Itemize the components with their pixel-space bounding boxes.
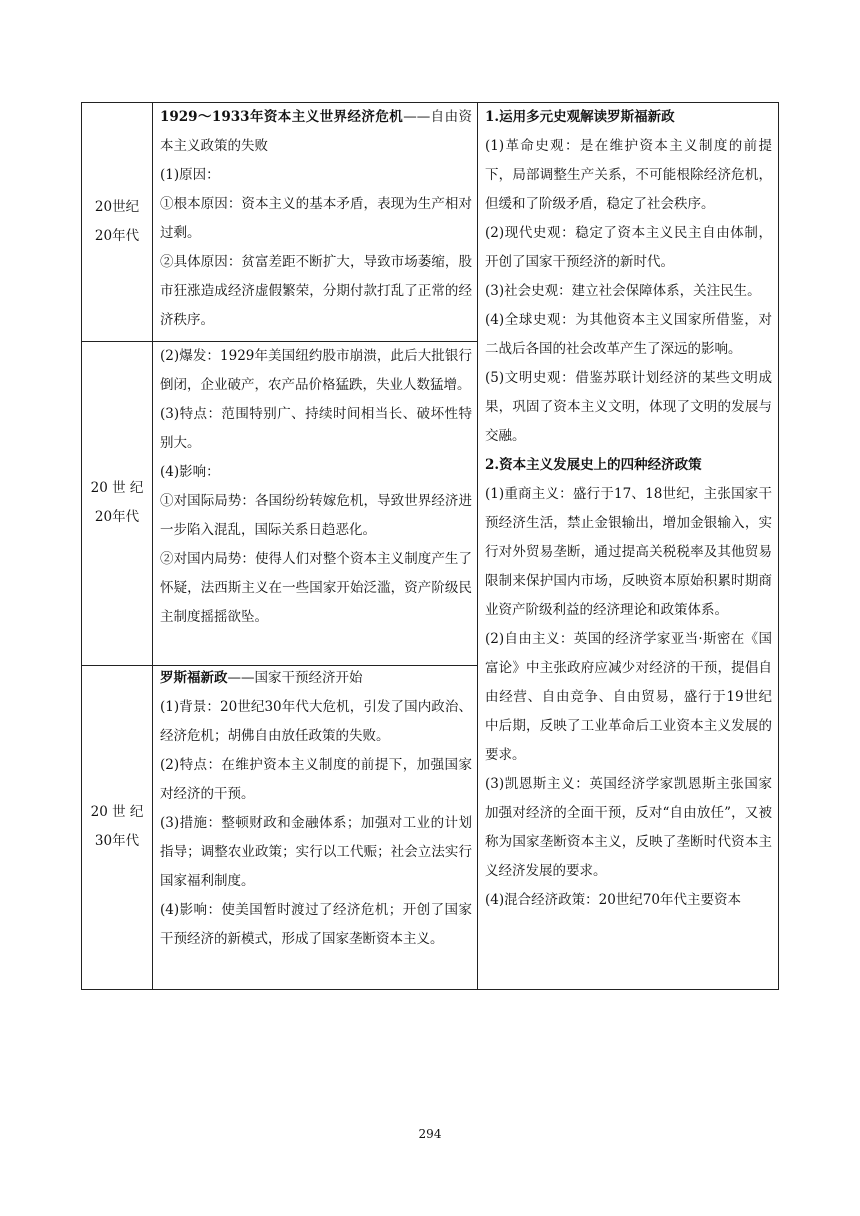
paragraph: (3)凯恩斯主义：英国经济学家凯恩斯主张国家加强对经济的全面干预，反对“自由放任”，又被称为国家垄断资本主义，反映了垄断时代资本主义经济发展的要求。	[485, 776, 772, 879]
paragraph: (1)背景：20世纪30年代大危机，引发了国内政治、经济危机；胡佛自由放任政策的失败。	[160, 699, 472, 744]
paragraph: (1)革命史观：是在维护资本主义制度的前提下，局部调整生产关系，不可能根除经济危机，但缓和了阶级矛盾，稳定了社会秩序。	[485, 138, 772, 212]
paragraph: (4)影响：	[160, 464, 220, 480]
section-heading: 罗斯福新政——国家干预经济开始	[160, 670, 363, 686]
content-cell-1	[160, 103, 472, 335]
paragraph: ①对国际局势：各国纷纷转嫁危机，导致世界经济进一步陷入混乱，国际关系日趋恶化。	[160, 493, 472, 538]
paragraph: (2)爆发：1929年美国纽约股市崩溃，此后大批银行倒闭，企业破产，农产品价格猛跌，失业人数猛增。	[160, 348, 472, 393]
era-line: 30年代	[94, 833, 140, 849]
right-column-cell	[485, 103, 772, 915]
paragraph: (1)原因：	[160, 167, 220, 183]
paragraph: (4)混合经济政策：20世纪70年代主要资本	[485, 892, 741, 908]
section-heading: 1.运用多元史观解读罗斯福新政	[485, 109, 675, 125]
era-cell-2	[82, 341, 152, 665]
paragraph: (2)现代史观：稳定了资本主义民主自由体制，开创了国家干预经济的新时代。	[485, 225, 772, 270]
section-heading: 1929～1933年资本主义世界经济危机——自由资本主义政策的失败	[160, 109, 472, 154]
paragraph: (3)措施：整顿财政和金融体系；加强对工业的计划指导；调整农业政策；实行以工代赈；社会立法实行国家福利制度。	[160, 815, 472, 889]
content-table	[81, 102, 779, 990]
content-cell-2	[160, 342, 472, 632]
paragraph: (2)特点：在维护资本主义制度的前提下，加强国家对经济的干预。	[160, 757, 472, 802]
paragraph: (3)社会史观：建立社会保障体系，关注民生。	[485, 283, 761, 299]
era-line: 20世纪	[94, 199, 140, 215]
era-cell-1	[82, 103, 152, 341]
era-cell-3	[82, 665, 152, 989]
column-divider-2	[477, 103, 478, 989]
section-heading: 2.资本主义发展史上的四种经济政策	[485, 457, 702, 473]
paragraph: (5)文明史观：借鉴苏联计划经济的某些文明成果，巩固了资本主义文明，体现了文明的发展与交融。	[485, 370, 772, 444]
era-line: 20 世 纪	[90, 480, 144, 496]
content-cell-3	[160, 664, 472, 954]
paragraph: (1)重商主义：盛行于17、18世纪，主张国家干预经济生活，禁止金银输出，增加金银输入，实行对外贸易垄断，通过提高关税税率及其他贸易限制来保护国内市场，反映资本原始积累时期商业资产阶级利益的经济理论和政策体系。	[485, 486, 772, 618]
era-line: 20 世 纪	[90, 804, 144, 820]
paragraph: ②对国内局势：使得人们对整个资本主义制度产生了怀疑，法西斯主义在一些国家开始泛滥，资产阶级民主制度摇摇欲坠。	[160, 551, 472, 625]
paragraph: (4)影响：使美国暂时渡过了经济危机；开创了国家干预经济的新模式，形成了国家垄断资本主义。	[160, 902, 472, 947]
era-line: 20年代	[94, 228, 140, 244]
paragraph: ①根本原因：资本主义的基本矛盾，表现为生产相对过剩。	[160, 196, 472, 241]
paragraph: ②具体原因：贫富差距不断扩大，导致市场萎缩，股市狂涨造成经济虚假繁荣，分期付款打乱了正常的经济秩序。	[160, 254, 472, 328]
paragraph: (3)特点：范围特别广、持续时间相当长、破坏性特别大。	[160, 406, 472, 451]
era-line: 20年代	[94, 509, 140, 525]
paragraph: (4)全球史观：为其他资本主义国家所借鉴，对二战后各国的社会改革产生了深远的影响。	[485, 312, 772, 357]
paragraph: (2)自由主义：英国的经济学家亚当·斯密在《国富论》中主张政府应减少对经济的干预，提倡自由经营、自由竞争、自由贸易，盛行于19世纪中后期，反映了工业革命后工业资本主义发展的要求。	[485, 631, 772, 763]
column-divider-1	[152, 103, 153, 989]
page-number: 294	[418, 1127, 442, 1141]
